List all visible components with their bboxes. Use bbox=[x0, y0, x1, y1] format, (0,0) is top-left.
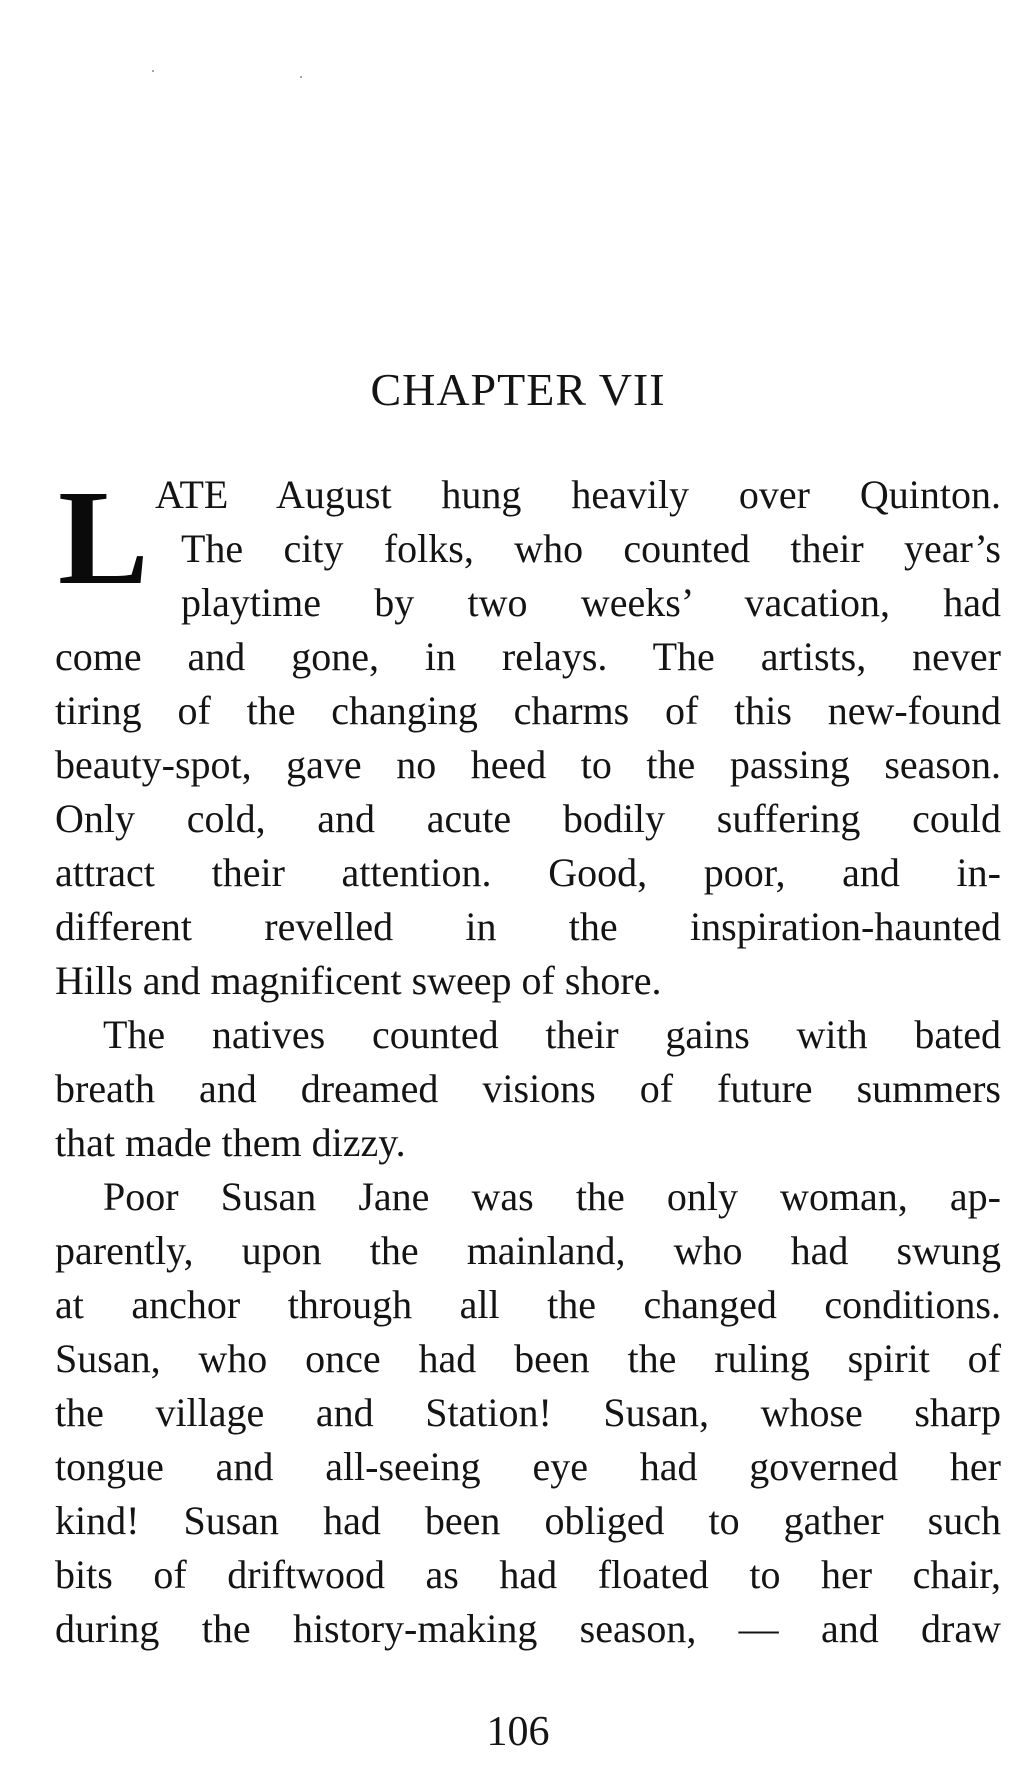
text-line: come and gone, in relays. The artists, never bbox=[55, 634, 1001, 679]
paper-speck bbox=[300, 76, 302, 78]
text-line: tongue and all-seeing eye had governed her bbox=[55, 1444, 1001, 1489]
text-line: Susan, who once had been the ruling spirit of bbox=[55, 1336, 1001, 1381]
text-line: different revelled in the inspiration-haunted bbox=[55, 904, 1001, 949]
text-line: breath and dreamed visions of future summers bbox=[55, 1066, 1001, 1111]
text-line: during the history-making season, — and draw bbox=[55, 1606, 1001, 1651]
paper-speck bbox=[152, 70, 154, 72]
text-line: at anchor through all the changed conditions. bbox=[55, 1282, 1001, 1327]
text-line: the village and Station! Susan, whose sharp bbox=[55, 1390, 1001, 1435]
text-line: The natives counted their gains with bated bbox=[103, 1012, 1001, 1057]
text-line: Only cold, and acute bodily suffering could bbox=[55, 796, 1001, 841]
text-line: kind! Susan had been obliged to gather such bbox=[55, 1498, 1001, 1543]
text-line: parently, upon the mainland, who had swung bbox=[55, 1228, 1001, 1273]
text-line: playtime by two weeks’ vacation, had bbox=[181, 580, 1001, 625]
text-line: beauty-spot, gave no heed to the passing season. bbox=[55, 742, 1001, 787]
text-line: that made them dizzy. bbox=[55, 1120, 406, 1165]
chapter-heading: CHAPTER VII bbox=[370, 364, 666, 415]
text-line: Hills and magnificent sweep of shore. bbox=[55, 958, 662, 1003]
text-line: ATE August hung heavily over Quinton. bbox=[155, 472, 1001, 517]
text-line: tiring of the changing charms of this new-found bbox=[55, 688, 1001, 733]
text-line: bits of driftwood as had floated to her chair, bbox=[55, 1552, 1001, 1597]
body-text bbox=[55, 463, 1001, 1656]
drop-cap: L bbox=[58, 463, 149, 613]
text-line: The city folks, who counted their year’s bbox=[181, 526, 1001, 571]
text-line: Poor Susan Jane was the only woman, ap- bbox=[103, 1174, 1001, 1219]
page-number: 106 bbox=[486, 1709, 550, 1755]
text-line: attract their attention. Good, poor, and in- bbox=[55, 850, 1001, 895]
